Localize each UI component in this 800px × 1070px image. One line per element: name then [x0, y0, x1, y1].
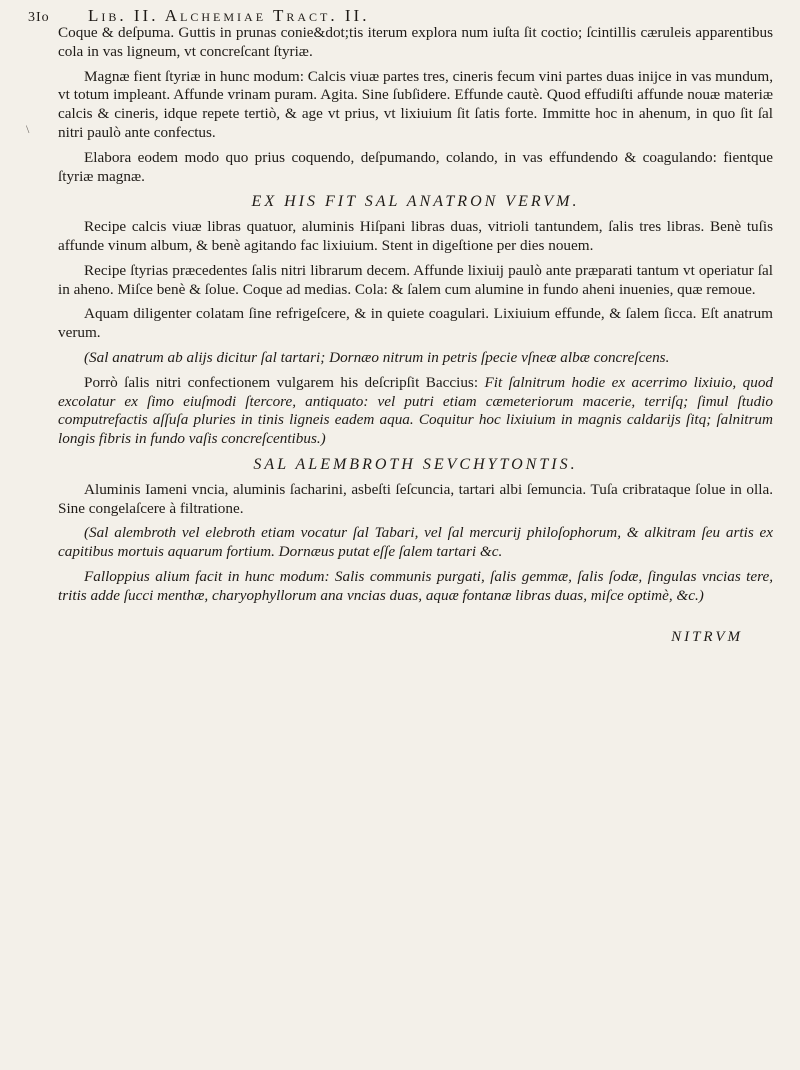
baccius-intro: Porrò ſalis nitri confectionem vulgarem his deſcripſit Baccius:	[84, 373, 479, 391]
commentary-note: (Sal anatrum ab alijs dicitur ſal tartari; Dornæo nitrum in petris ſpecie vſneæ albæ concreſcens.	[84, 348, 670, 366]
paragraph: Aquam diligenter colatam ſine refrigeſcere, & in quiete coagulari. Lixiuium effunde, & ſalem ſicca. Eſt anatrum verum.	[58, 305, 773, 342]
paragraph: Magnæ fient ſtyriæ in hunc modum: Calcis viuæ partes tres, cineris fecum vini partes duas inijce in vas mundum, vt totum impleant. Affunde vrinam puram. Agita. Sine ſubſidere. Effunde cautè. Quod effudiſti affunde nouæ materiæ calcis & cineris, idque repete tertiò, & age vt prius, vt lixiuium ſit ſatis forte. Immitte hoc in ahenum, in quo ſit ſal nitri paulò ante confectus.	[58, 67, 773, 141]
baccius-quote: Fit ſalnitrum hodie ex acerrimo lixiuio, quod excolatur ex ſimo eiuſmodi ſtercore, antiquato: vel putri etiam cæmeteriorum macerie, terriſq; ſimul ſtudio computrefactis aſſuſa pluries in tinis ligneis eadem aqua. Coquitur hoc lixiuium in magnis caldarijs ſitq; ſalnitrum longis fibris in fundo vaſis concreſcentibus.)	[58, 373, 774, 448]
body-text	[58, 24, 773, 646]
commentary-note: Falloppius alium facit in hunc modum: Salis communis purgati, ſalis gemmæ, ſalis ſodæ, ſingulas vncias tere, tritis adde ſucci menthæ, charyophyllorum ana vncias duas, aquæ fontanæ libras duas, miſce optimè, &c.)	[58, 567, 773, 604]
catchword: NITRVM	[671, 628, 743, 645]
commentary-note: (Sal alembroth vel elebroth etiam vocatur ſal Tabari, vel ſal mercurij philoſophorum, & alkitram ſeu artis ex capitibus mortuis aquarum fortium. Dornæus putat eſſe ſalem tartari &c.	[58, 524, 773, 561]
paragraph: Aluminis Iameni vncia, aluminis ſacharini, asbeſti ſeſcuncia, tartari albi ſemuncia. Tuſa cribrataque ſolue in olla. Sine congelaſcere à filtratione.	[58, 480, 773, 517]
paragraph	[58, 374, 773, 449]
paragraph: Coque & deſpuma. Guttis in prunas conie&dot;tis iterum explora num iuſta ſit coctio; ſcintillis cæruleis apparentibus cola in vas ligneum, vt concreſcant ſtyriæ.	[58, 24, 773, 60]
section-heading: EX HIS FIT SAL ANATRON VERVM.	[251, 193, 580, 211]
page-number: 3Io	[28, 10, 50, 25]
paragraph: Recipe ſtyrias præcedentes ſalis nitri librarum decem. Affunde lixiuij paulò ante præparati tantum vt operiatur ſal in aheno. Miſce benè & ſolue. Coque ad medias. Cola: & ſalem cum alumine in fundo aheni inuenies, quæ remoue.	[58, 261, 773, 298]
section-heading: SAL ALEMBROTH SEVCHYTONTIS.	[253, 455, 578, 473]
paragraph: Elabora eodem modo quo prius coquendo, deſpumando, colando, in vas effundendo & coagulando: fientque ſtyriæ magnæ.	[58, 148, 773, 185]
margin-mark: \	[26, 122, 30, 136]
running-title: Lib. II. Alchemiae Tract. II.	[88, 6, 370, 25]
paragraph: Recipe calcis viuæ libras quatuor, aluminis Hiſpani libras duas, vitrioli tantundem, ſalis tres libras. Benè tuſis affunde vinum album, & benè agitando fac lixiuium. Stent in digeſtione per dies nouem.	[58, 218, 773, 254]
